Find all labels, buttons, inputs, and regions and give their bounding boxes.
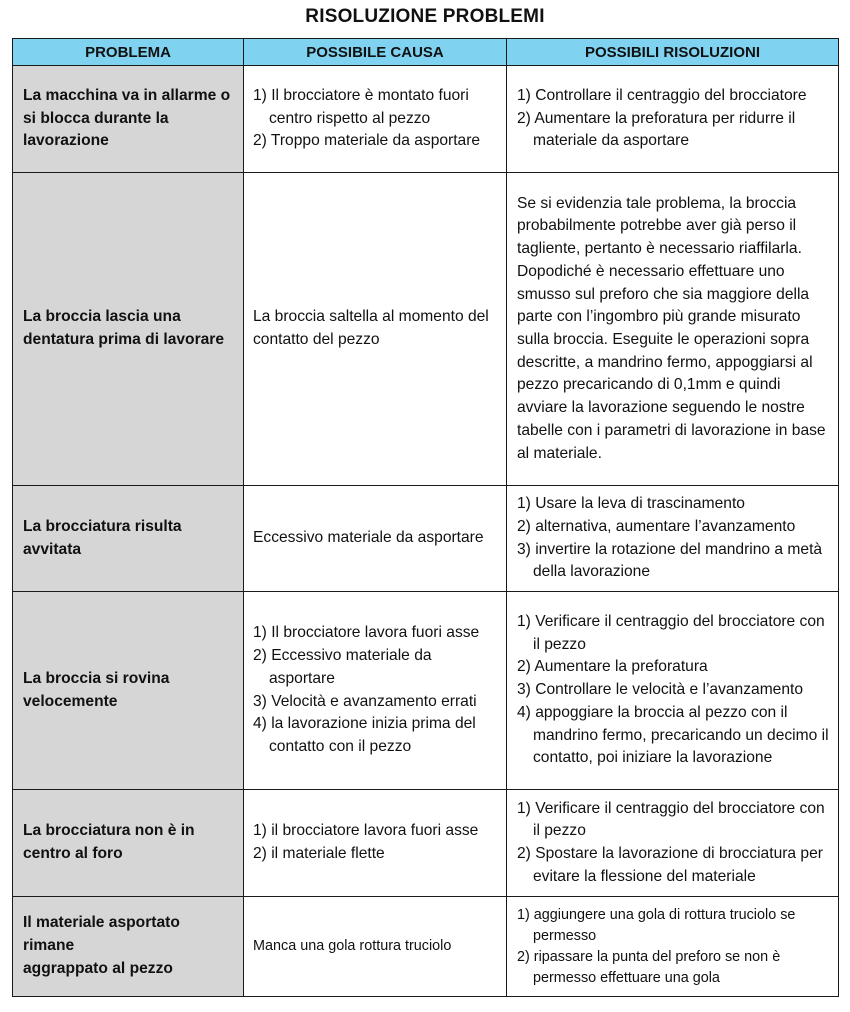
header-cause: POSSIBILE CAUSA: [244, 39, 507, 66]
solution-list: [517, 493, 830, 584]
solution-cell: [507, 897, 839, 997]
solution-cell: [507, 66, 839, 173]
solution-item: 2) ripassare la punta del preforo se non è permesso effettuare una gola: [517, 948, 781, 986]
solution-item: 1) Verificare il centraggio del brocciatore con il pezzo: [517, 799, 825, 840]
solution-list: [517, 905, 830, 989]
cause-cell: La broccia saltella al momento del contatto del pezzo: [244, 173, 507, 486]
solution-item: 2) Aumentare la preforatura: [517, 658, 708, 676]
solution-cell: [507, 592, 839, 790]
cause-cell: Manca una gola rottura truciolo: [244, 897, 507, 997]
solution-cell: Se si evidenzia tale problema, la broccia probabilmente potrebbe aver già perso il tagliente, pertanto è necessario riaffilarla. Dopodiché è necessario effettuare uno smusso sul preforo che sia maggiore della parte con l’ingombro più grande misurato sulla broccia. Eseguite le operazioni sopra descritte, a mandrino fermo, appoggiarsi al pezzo precaricando di 0,1mm e quindi avviare la lavorazione seguendo le nostre tabelle con i parametri di lavorazione in base al materiale.: [507, 173, 839, 486]
problem-cell: La brocciatura risulta avvitata: [13, 486, 244, 592]
solution-list: [517, 798, 830, 889]
cause-item: 3) Velocità e avanzamento errati: [253, 692, 477, 710]
table-row: [13, 486, 839, 592]
solution-item: 1) aggiungere una gola di rottura truciolo se permesso: [517, 906, 796, 944]
cause-item: 2) Eccessivo materiale da asportare: [253, 647, 432, 687]
problem-cell: La brocciatura non è in centro al foro: [13, 790, 244, 897]
problem-cell: La broccia lascia una dentatura prima di lavorare: [13, 173, 244, 486]
table-row: [13, 173, 839, 486]
problem-line: aggrappato al pezzo: [23, 959, 173, 977]
table-row: [13, 790, 839, 897]
cause-list: [253, 85, 498, 153]
cause-item: 1) Il brocciatore è montato fuori centro rispetto al pezzo: [253, 86, 469, 127]
problem-cell: La broccia si rovina velocemente: [13, 592, 244, 790]
solution-item: 2) Spostare la lavorazione di brocciatura per evitare la flessione del materiale: [517, 845, 823, 885]
table-header-row: [13, 39, 839, 66]
solution-item: 3) Controllare le velocità e l’avanzamento: [517, 681, 804, 699]
table-row: [13, 592, 839, 790]
header-problem: PROBLEMA: [13, 39, 244, 66]
troubleshooting-table: [12, 38, 839, 997]
solution-item: 2) Aumentare la preforatura per ridurre il materiale da asportare: [517, 109, 796, 150]
solution-list: [517, 611, 830, 770]
cause-item: 1) il brocciatore lavora fuori asse: [253, 822, 479, 840]
solution-item: 1) Controllare il centraggio del brocciatore: [517, 86, 807, 104]
solution-list: [517, 85, 830, 153]
cause-cell: [244, 66, 507, 173]
cause-item: 2) Troppo materiale da asportare: [253, 132, 481, 150]
table-row: [13, 66, 839, 173]
problem-line: Il materiale asportato rimane: [23, 914, 180, 955]
problem-cell: La macchina va in allarme o si blocca durante la lavorazione: [13, 66, 244, 173]
solution-cell: [507, 486, 839, 592]
cause-item: 4) la lavorazione inizia prima del contatto con il pezzo: [253, 715, 476, 755]
solution-item: 1) Usare la leva di trascinamento: [517, 495, 745, 513]
cause-cell: [244, 592, 507, 790]
cause-list: [253, 820, 498, 865]
table-row: [13, 897, 839, 997]
header-solutions: POSSIBILI RISOLUZIONI: [507, 39, 839, 66]
problem-cell: [13, 897, 244, 997]
solution-item: 3) invertire la rotazione del mandrino a metà della lavorazione: [517, 540, 823, 581]
cause-list: [253, 622, 498, 758]
cause-cell: Eccessivo materiale da asportare: [244, 486, 507, 592]
cause-cell: [244, 790, 507, 897]
solution-item: 2) alternativa, aumentare l’avanzamento: [517, 517, 796, 535]
solution-cell: [507, 790, 839, 897]
page-title: RISOLUZIONE PROBLEMI: [305, 6, 545, 27]
cause-item: 1) Il brocciatore lavora fuori asse: [253, 624, 480, 642]
solution-item: 1) Verificare il centraggio del brocciatore con il pezzo: [517, 613, 825, 653]
solution-item: 4) appoggiare la broccia al pezzo con il mandrino fermo, precaricando un decimo il contatto, poi iniziare la lavorazione: [517, 703, 829, 767]
cause-item: 2) il materiale flette: [253, 845, 385, 862]
